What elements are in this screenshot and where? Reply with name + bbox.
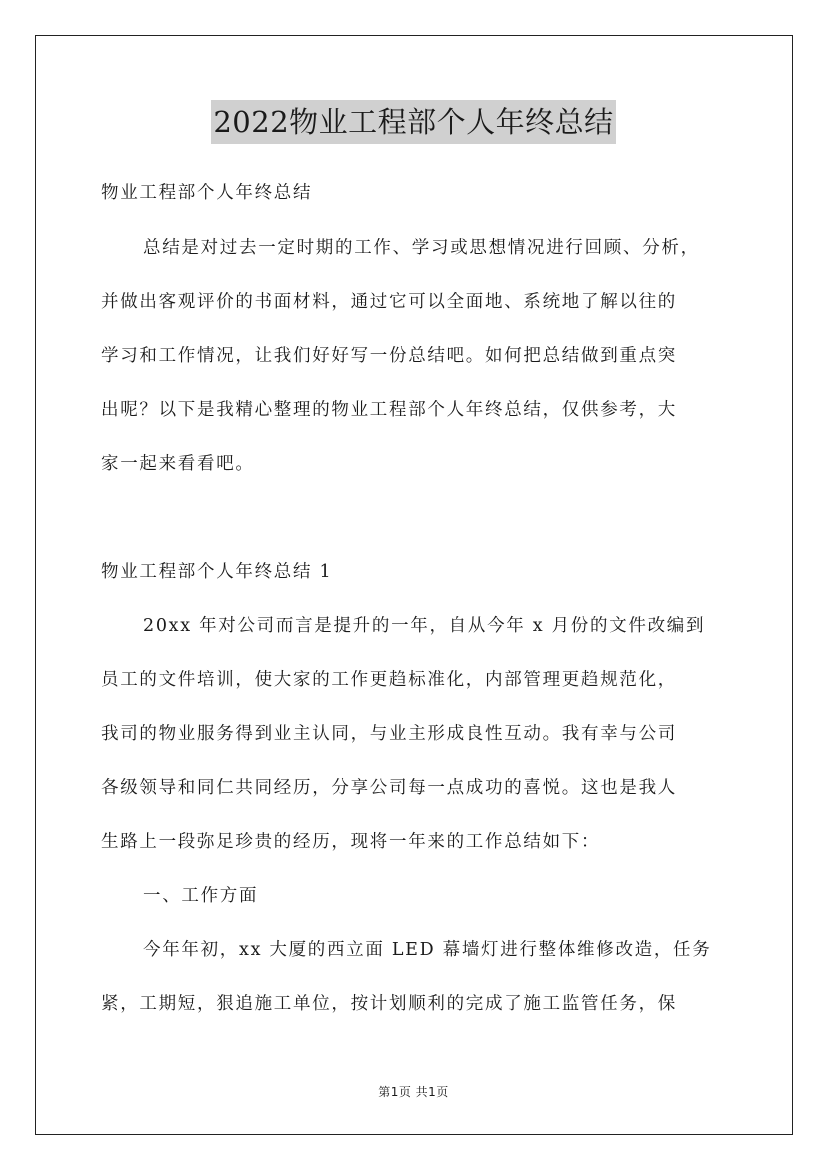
paragraph-line: 20xx 年对公司而言是提升的一年，自从今年 x 月份的文件改编到 bbox=[143, 616, 706, 636]
subheading-work: 一、工作方面 bbox=[143, 886, 259, 906]
paragraph-line: 各级领导和同仁共同经历，分享公司每一点成功的喜悦。这也是我人 bbox=[101, 778, 677, 798]
paragraph-line: 生路上一段弥足珍贵的经历，现将一年来的工作总结如下： bbox=[101, 832, 601, 852]
paragraph-line: 我司的物业服务得到业主认同，与业主形成良性互动。我有幸与公司 bbox=[101, 724, 677, 744]
paragraph-line: 并做出客观评价的书面材料，通过它可以全面地、系统地了解以往的 bbox=[101, 292, 677, 312]
paragraph-line: 出呢？以下是我精心整理的物业工程部个人年终总结，仅供参考，大 bbox=[101, 400, 677, 420]
section-heading: 物业工程部个人年终总结 1 bbox=[101, 562, 333, 582]
paragraph-line: 今年年初，xx 大厦的西立面 LED 幕墙灯进行整体维修改造，任务 bbox=[143, 940, 712, 960]
paragraph-line: 学习和工作情况，让我们好好写一份总结吧。如何把总结做到重点突 bbox=[101, 346, 677, 366]
paragraph-line: 紧，工期短，狠追施工单位，按计划顺利的完成了施工监管任务，保 bbox=[101, 994, 677, 1014]
document-title: 2022物业工程部个人年终总结 bbox=[211, 100, 615, 144]
paragraph-line: 家一起来看看吧。 bbox=[101, 454, 255, 474]
paragraph-line: 总结是对过去一定时期的工作、学习或思想情况进行回顾、分析， bbox=[143, 238, 700, 258]
title-container bbox=[0, 100, 827, 144]
intro-heading: 物业工程部个人年终总结 bbox=[101, 183, 313, 203]
paragraph-line: 员工的文件培训，使大家的工作更趋标准化，内部管理更趋规范化， bbox=[101, 670, 677, 690]
page-footer: 第1页 共1页 bbox=[378, 1085, 449, 1099]
